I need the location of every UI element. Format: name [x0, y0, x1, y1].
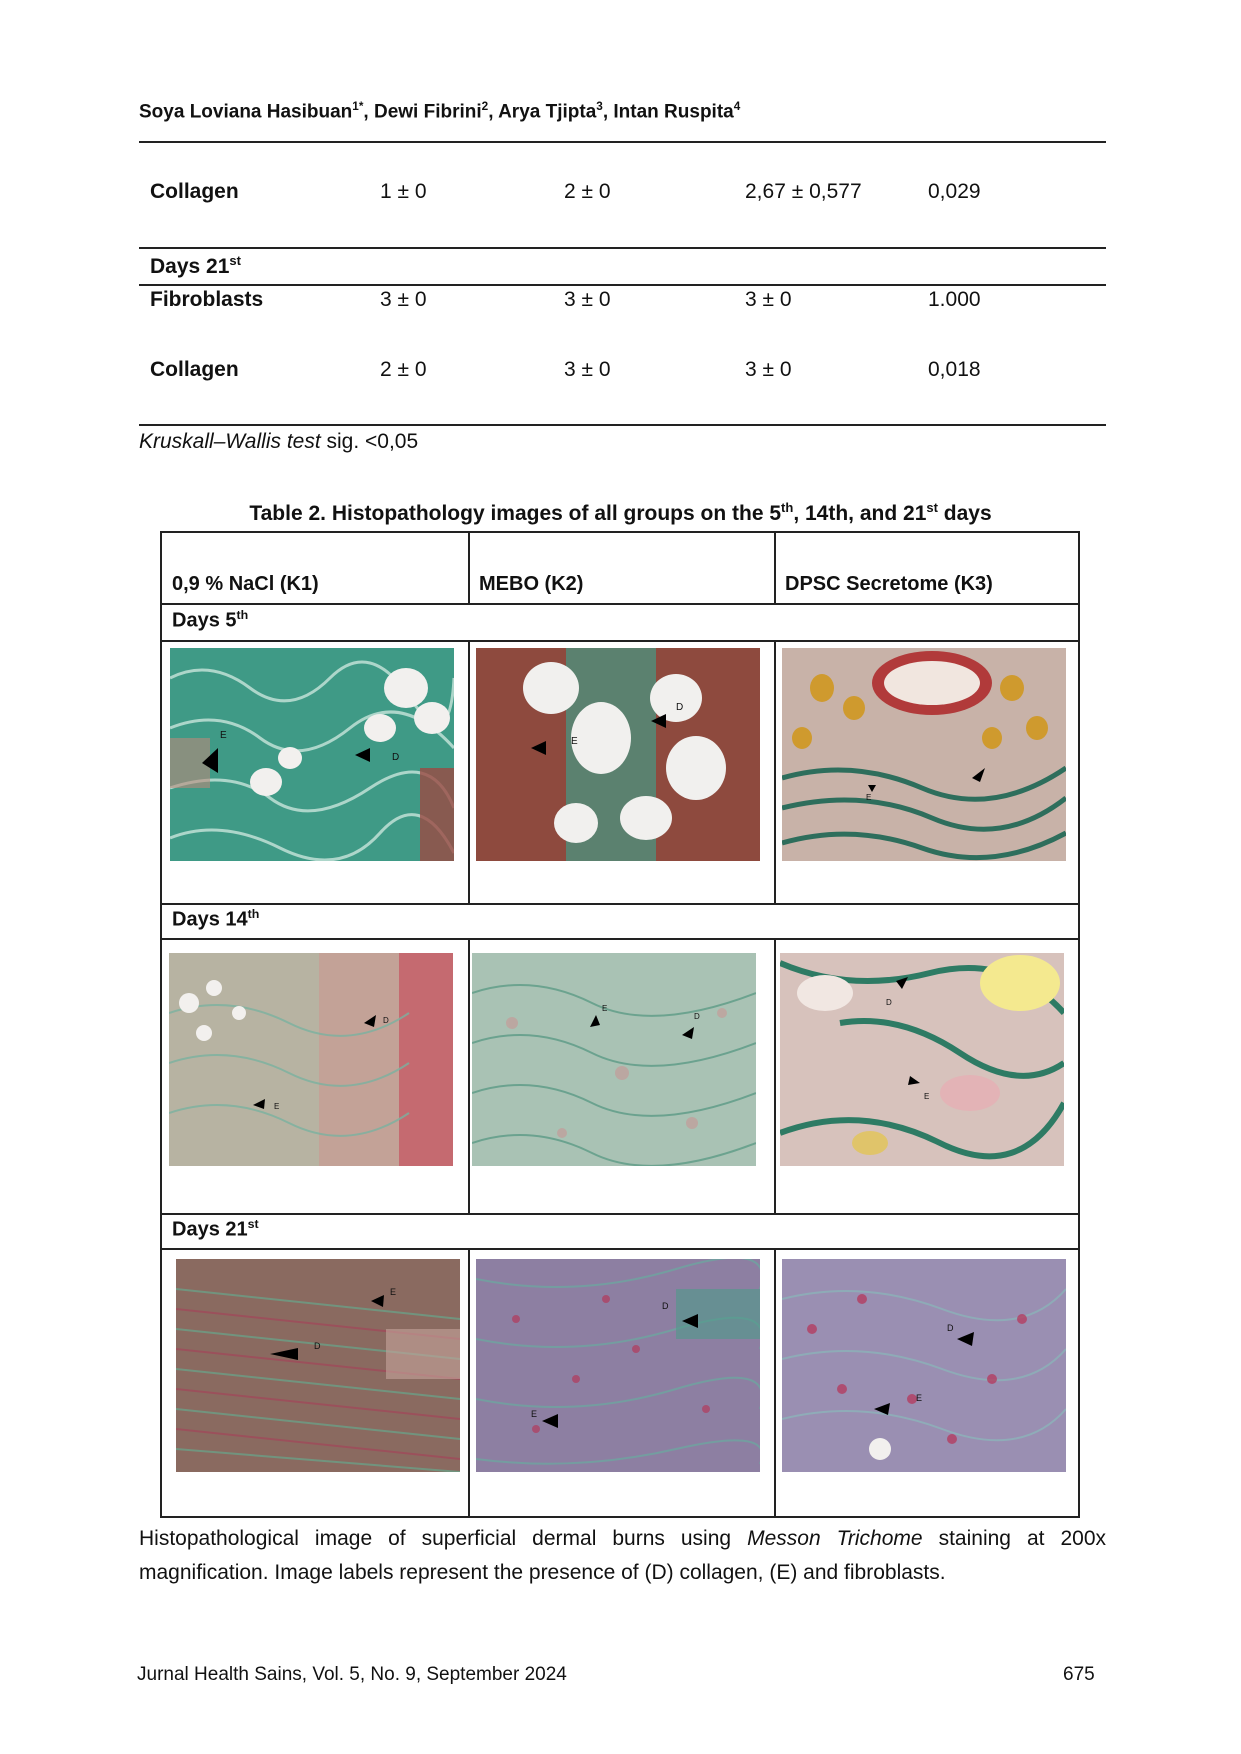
col-divider [774, 533, 776, 603]
t1-section-days21: Days 21st [150, 253, 241, 278]
label-e: E [924, 1092, 930, 1101]
col-header-k2: MEBO (K2) [479, 573, 584, 595]
row-divider [162, 938, 1078, 940]
label-e: E [274, 1102, 280, 1111]
t1-rule [139, 284, 1106, 286]
t1-cell-p: 0,029 [928, 180, 981, 203]
label-d: D [392, 752, 400, 763]
col-divider [468, 938, 470, 1213]
table1-note: Kruskall–Wallis test sig. <0,05 [139, 430, 419, 453]
histology-image-d5-k1 [170, 648, 454, 861]
t1-rule [139, 247, 1106, 249]
table2-caption: Table 2. Histopathology images of all groups on the 5th, 14th, and 21st days [249, 500, 992, 525]
journal-footer: Jurnal Health Sains, Vol. 5, No. 9, September 2024 [137, 1664, 567, 1685]
col-divider [774, 938, 776, 1213]
label-d: D [662, 1301, 669, 1311]
t1-cell-k1: 1 ± 0 [380, 180, 427, 203]
section-days21: Days 21st [172, 1217, 259, 1241]
histology-image-d14-k1 [169, 953, 453, 1166]
author-4: Intan Ruspita [613, 101, 734, 123]
col-header-k1: 0,9 % NaCl (K1) [172, 573, 319, 595]
label-d: D [676, 702, 684, 713]
histology-image-d5-k3 [782, 648, 1066, 861]
author-line: Soya Loviana Hasibuan$^{1*}$, Dewi Fibrini$^2$, Arya Tjipta$^3$, Intan Ruspita$^4$ [139, 100, 741, 123]
col-divider [774, 640, 776, 903]
label-e: E [220, 730, 227, 741]
col-divider [468, 533, 470, 603]
section-days14: Days 14th [172, 907, 260, 931]
t1-row-label: Fibroblasts [150, 288, 264, 311]
label-d: D [314, 1341, 321, 1351]
author-3: Arya Tjipta [498, 101, 597, 123]
row-divider [162, 640, 1078, 642]
row-divider [162, 1248, 1078, 1250]
label-e: E [571, 736, 578, 747]
t1-row-label: Collagen [150, 358, 239, 381]
col-divider [468, 1248, 470, 1518]
row-divider [162, 903, 1078, 905]
t1-bottom-rule [139, 424, 1106, 426]
t1-row-label: Collagen [150, 180, 239, 203]
t1-cell-k3: 2,67 ± 0,577 [745, 180, 862, 203]
t1-cell-k1: 3 ± 0 [380, 288, 427, 311]
t1-cell-p: 0,018 [928, 358, 981, 381]
label-e: E [531, 1409, 538, 1419]
histology-image-d21-k3 [782, 1259, 1066, 1472]
row-divider [162, 603, 1078, 605]
col-header-k3: DPSC Secretome (K3) [785, 573, 993, 595]
t1-cell-k3: 3 ± 0 [745, 358, 792, 381]
t1-cell-k2: 3 ± 0 [564, 288, 611, 311]
t1-cell-p: 1.000 [928, 288, 981, 311]
author-1: Soya Loviana Hasibuan [139, 101, 353, 123]
label-e: E [916, 1393, 923, 1403]
author-2: Dewi Fibrini [373, 101, 482, 123]
label-d: D [383, 1016, 389, 1025]
t1-cell-k1: 2 ± 0 [380, 358, 427, 381]
figure-caption: Histopathological image of superficial dermal burns using Messon Trichome staining at 200x magnification. Image labels represent the presence of (D) collagen, (E) and fibroblasts. [139, 1527, 1107, 1584]
t1-cell-k3: 3 ± 0 [745, 288, 792, 311]
label-e: E [390, 1287, 397, 1297]
page-number: 675 [1063, 1664, 1095, 1685]
label-e: E [602, 1004, 608, 1013]
label-d: D [886, 998, 892, 1007]
col-divider [468, 640, 470, 903]
label-e: E [866, 793, 872, 802]
label-d: D [694, 1012, 700, 1021]
label-d: D [947, 1323, 954, 1333]
row-divider [162, 1213, 1078, 1215]
t1-cell-k2: 2 ± 0 [564, 180, 611, 203]
histology-image-d14-k2 [472, 953, 756, 1166]
histology-image-d21-k1 [176, 1259, 460, 1472]
col-divider [774, 1248, 776, 1518]
table2 [160, 531, 1080, 1518]
t1-cell-k2: 3 ± 0 [564, 358, 611, 381]
histology-image-d5-k2 [476, 648, 760, 861]
histology-image-d14-k3 [780, 953, 1064, 1166]
section-days5: Days 5th [172, 608, 249, 632]
header-rule [139, 141, 1106, 143]
histology-image-d21-k2 [476, 1259, 760, 1472]
